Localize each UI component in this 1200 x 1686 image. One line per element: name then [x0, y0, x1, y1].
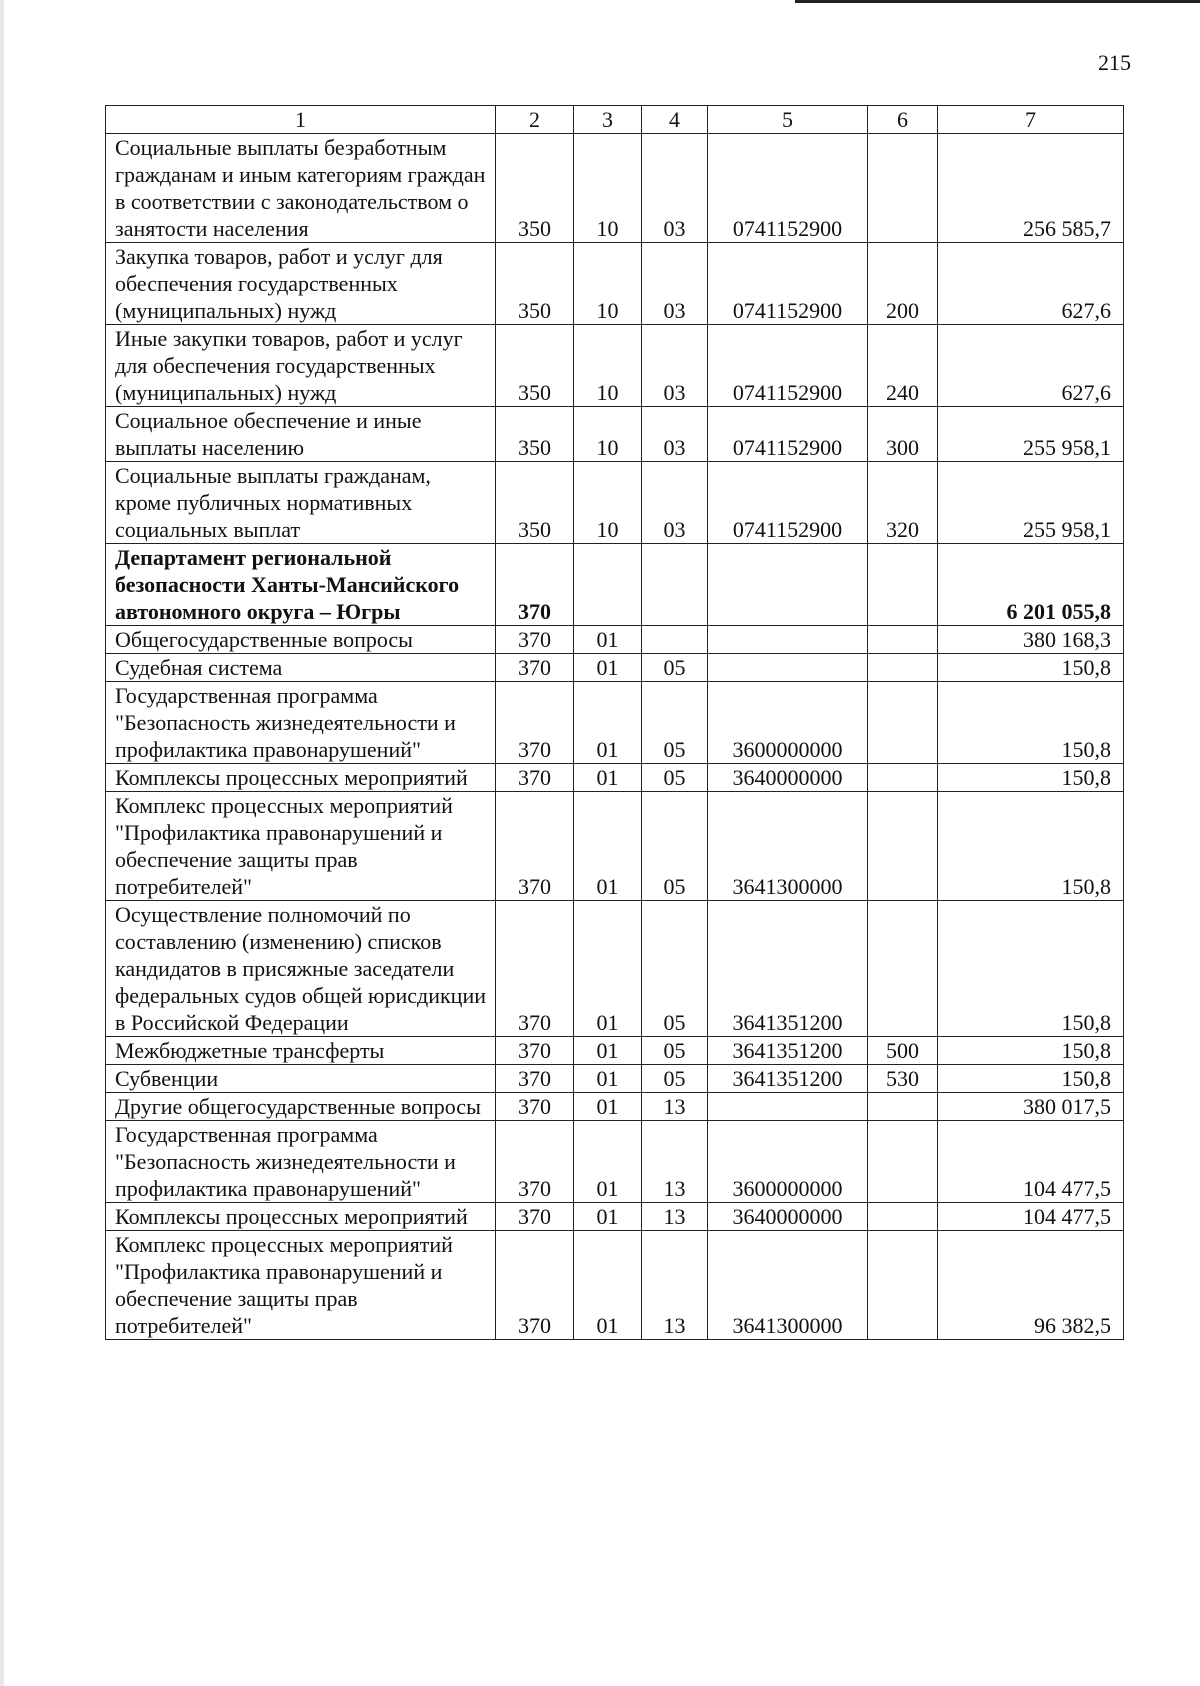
expense-type-cell [868, 1121, 938, 1203]
subsection-cell: 13 [642, 1231, 708, 1340]
admin-code-cell: 370 [496, 1203, 574, 1231]
target-article-cell [708, 626, 868, 654]
subsection-cell: 03 [642, 462, 708, 544]
row-name-cell: Закупка товаров, работ и услуг для обеспечения государственных (муниципальных) нужд [106, 243, 496, 325]
amount-cell: 150,8 [938, 901, 1124, 1037]
header-cell: 5 [708, 106, 868, 134]
amount-cell: 150,8 [938, 1065, 1124, 1093]
row-name-cell: Комплекс процессных мероприятий "Профилактика правонарушений и обеспечение защиты прав потребителей" [106, 1231, 496, 1340]
table-row [106, 1231, 1124, 1340]
section-cell: 01 [574, 1121, 642, 1203]
table-row [106, 1121, 1124, 1203]
table-row [106, 792, 1124, 901]
target-article-cell: 3640000000 [708, 1203, 868, 1231]
expense-type-cell [868, 654, 938, 682]
expense-type-cell [868, 544, 938, 626]
target-article-cell: 0741152900 [708, 407, 868, 462]
expense-type-cell [868, 792, 938, 901]
amount-cell: 380 017,5 [938, 1093, 1124, 1121]
section-cell [574, 544, 642, 626]
table-row [106, 243, 1124, 325]
header-cell: 7 [938, 106, 1124, 134]
table-row [106, 682, 1124, 764]
table-row [106, 1037, 1124, 1065]
subsection-cell [642, 626, 708, 654]
subsection-cell: 03 [642, 407, 708, 462]
expense-type-cell [868, 1231, 938, 1340]
admin-code-cell: 370 [496, 626, 574, 654]
admin-code-cell: 370 [496, 792, 574, 901]
amount-cell: 96 382,5 [938, 1231, 1124, 1340]
target-article-cell: 3641351200 [708, 901, 868, 1037]
section-cell: 01 [574, 682, 642, 764]
subsection-cell: 03 [642, 134, 708, 243]
subsection-cell: 13 [642, 1093, 708, 1121]
section-cell: 10 [574, 134, 642, 243]
admin-code-cell: 350 [496, 325, 574, 407]
row-name-cell: Комплекс процессных мероприятий "Профилактика правонарушений и обеспечение защиты прав потребителей" [106, 792, 496, 901]
target-article-cell: 3641351200 [708, 1065, 868, 1093]
amount-cell: 150,8 [938, 764, 1124, 792]
subsection-cell: 13 [642, 1121, 708, 1203]
admin-code-cell: 370 [496, 1231, 574, 1340]
amount-cell: 104 477,5 [938, 1121, 1124, 1203]
section-cell: 10 [574, 407, 642, 462]
expense-type-cell [868, 1093, 938, 1121]
amount-cell: 150,8 [938, 1037, 1124, 1065]
subsection-cell: 13 [642, 1203, 708, 1231]
section-cell: 01 [574, 654, 642, 682]
row-name-cell: Иные закупки товаров, работ и услуг для обеспечения государственных (муниципальных) нужд [106, 325, 496, 407]
section-cell: 01 [574, 764, 642, 792]
section-cell: 01 [574, 1065, 642, 1093]
row-name-cell: Комплексы процессных мероприятий [106, 1203, 496, 1231]
header-cell: 3 [574, 106, 642, 134]
section-cell: 01 [574, 1037, 642, 1065]
admin-code-cell: 350 [496, 134, 574, 243]
target-article-cell: 3641300000 [708, 792, 868, 901]
admin-code-cell: 370 [496, 654, 574, 682]
table-row [106, 901, 1124, 1037]
section-cell: 01 [574, 1231, 642, 1340]
admin-code-cell: 370 [496, 1065, 574, 1093]
target-article-cell: 3640000000 [708, 764, 868, 792]
row-name-cell: Департамент региональной безопасности Ханты-Мансийского автономного округа – Югры [106, 544, 496, 626]
row-name-cell: Субвенции [106, 1065, 496, 1093]
table-row [106, 654, 1124, 682]
admin-code-cell: 350 [496, 407, 574, 462]
subsection-cell: 05 [642, 792, 708, 901]
section-cell: 01 [574, 1203, 642, 1231]
amount-cell: 256 585,7 [938, 134, 1124, 243]
admin-code-cell: 350 [496, 462, 574, 544]
target-article-cell: 3600000000 [708, 1121, 868, 1203]
header-cell: 4 [642, 106, 708, 134]
table-row [106, 1065, 1124, 1093]
row-name-cell: Осуществление полномочий по составлению (изменению) списков кандидатов в присяжные заседатели федеральных судов общей юрисдикции в Российской Федерации [106, 901, 496, 1037]
section-cell: 01 [574, 1093, 642, 1121]
table-row [106, 462, 1124, 544]
subsection-cell: 05 [642, 901, 708, 1037]
target-article-cell: 0741152900 [708, 462, 868, 544]
header-row [106, 106, 1124, 134]
section-cell: 10 [574, 243, 642, 325]
row-name-cell: Судебная система [106, 654, 496, 682]
expense-type-cell: 200 [868, 243, 938, 325]
amount-cell: 380 168,3 [938, 626, 1124, 654]
target-article-cell [708, 654, 868, 682]
admin-code-cell: 370 [496, 764, 574, 792]
target-article-cell: 3641351200 [708, 1037, 868, 1065]
header-cell: 1 [106, 106, 496, 134]
target-article-cell: 3600000000 [708, 682, 868, 764]
table-row [106, 764, 1124, 792]
expense-type-cell [868, 134, 938, 243]
section-cell: 01 [574, 792, 642, 901]
target-article-cell: 0741152900 [708, 325, 868, 407]
row-name-cell: Другие общегосударственные вопросы [106, 1093, 496, 1121]
row-name-cell: Социальные выплаты безработным гражданам и иным категориям граждан в соответствии с законодательством о занятости населения [106, 134, 496, 243]
expense-type-cell [868, 626, 938, 654]
subsection-cell: 03 [642, 243, 708, 325]
section-cell: 10 [574, 325, 642, 407]
subsection-cell: 05 [642, 682, 708, 764]
subsection-cell: 05 [642, 1065, 708, 1093]
subsection-cell: 05 [642, 654, 708, 682]
amount-cell: 150,8 [938, 792, 1124, 901]
expense-type-cell [868, 764, 938, 792]
admin-code-cell: 350 [496, 243, 574, 325]
header-cell: 2 [496, 106, 574, 134]
section-cell: 01 [574, 901, 642, 1037]
table-row [106, 1093, 1124, 1121]
expense-type-cell: 500 [868, 1037, 938, 1065]
admin-code-cell: 370 [496, 1037, 574, 1065]
expense-type-cell [868, 682, 938, 764]
section-cell: 01 [574, 626, 642, 654]
amount-cell: 150,8 [938, 682, 1124, 764]
expense-type-cell: 240 [868, 325, 938, 407]
expense-type-cell [868, 901, 938, 1037]
row-name-cell: Социальные выплаты гражданам, кроме публичных нормативных социальных выплат [106, 462, 496, 544]
subsection-cell [642, 544, 708, 626]
table-row [106, 626, 1124, 654]
target-article-cell: 0741152900 [708, 243, 868, 325]
row-name-cell: Социальное обеспечение и иные выплаты населению [106, 407, 496, 462]
section-cell: 10 [574, 462, 642, 544]
amount-cell: 627,6 [938, 243, 1124, 325]
budget-table [105, 105, 1124, 1340]
table-row [106, 544, 1124, 626]
scan-edge [0, 0, 4, 1686]
target-article-cell: 3641300000 [708, 1231, 868, 1340]
target-article-cell [708, 1093, 868, 1121]
subsection-cell: 05 [642, 764, 708, 792]
table-row [106, 1203, 1124, 1231]
expense-type-cell [868, 1203, 938, 1231]
target-article-cell [708, 544, 868, 626]
expense-type-cell: 320 [868, 462, 938, 544]
subsection-cell: 03 [642, 325, 708, 407]
row-name-cell: Межбюджетные трансферты [106, 1037, 496, 1065]
expense-type-cell: 300 [868, 407, 938, 462]
admin-code-cell: 370 [496, 682, 574, 764]
admin-code-cell: 370 [496, 544, 574, 626]
page-number: 215 [1098, 50, 1131, 75]
table-row [106, 134, 1124, 243]
amount-cell: 627,6 [938, 325, 1124, 407]
table-row [106, 325, 1124, 407]
amount-cell: 104 477,5 [938, 1203, 1124, 1231]
header-cell: 6 [868, 106, 938, 134]
target-article-cell: 0741152900 [708, 134, 868, 243]
table-row [106, 407, 1124, 462]
admin-code-cell: 370 [496, 1121, 574, 1203]
row-name-cell: Комплексы процессных мероприятий [106, 764, 496, 792]
admin-code-cell: 370 [496, 901, 574, 1037]
admin-code-cell: 370 [496, 1093, 574, 1121]
amount-cell: 6 201 055,8 [938, 544, 1124, 626]
amount-cell: 150,8 [938, 654, 1124, 682]
amount-cell: 255 958,1 [938, 462, 1124, 544]
expense-type-cell: 530 [868, 1065, 938, 1093]
row-name-cell: Общегосударственные вопросы [106, 626, 496, 654]
subsection-cell: 05 [642, 1037, 708, 1065]
row-name-cell: Государственная программа "Безопасность жизнедеятельности и профилактика правонарушений" [106, 682, 496, 764]
scan-top-line [795, 0, 1200, 3]
row-name-cell: Государственная программа "Безопасность жизнедеятельности и профилактика правонарушений" [106, 1121, 496, 1203]
amount-cell: 255 958,1 [938, 407, 1124, 462]
